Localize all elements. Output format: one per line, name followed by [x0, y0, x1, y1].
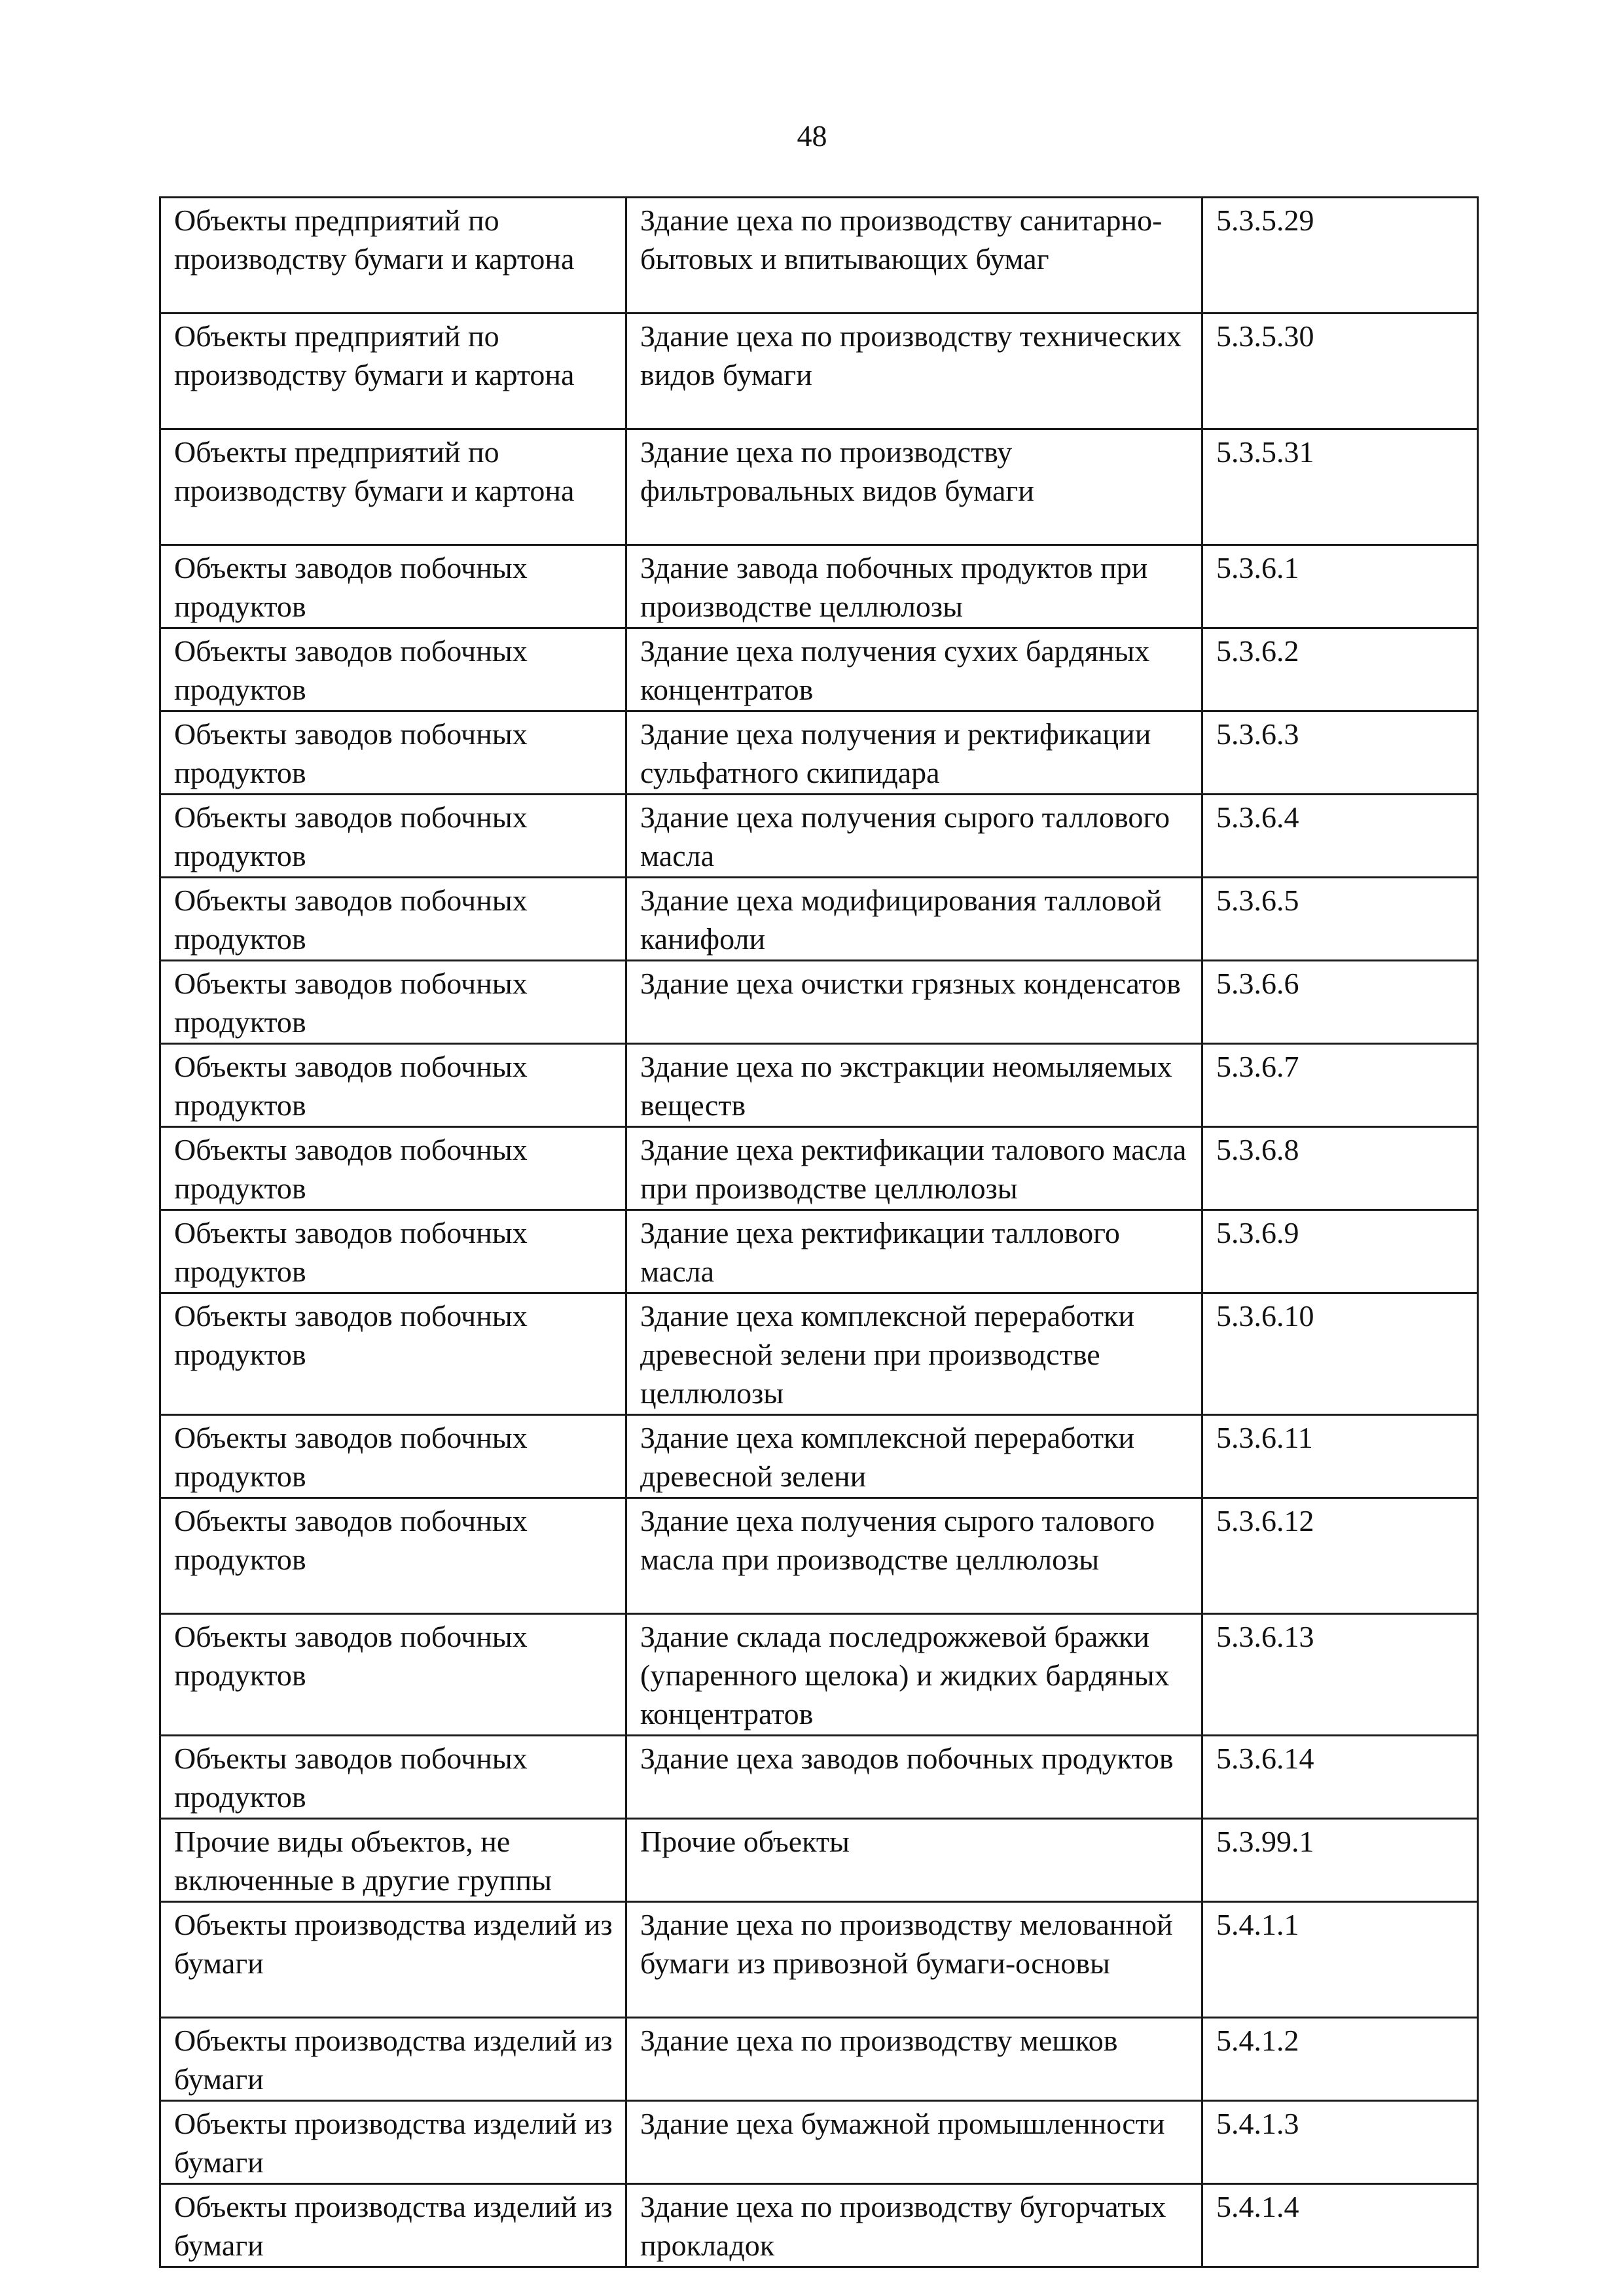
object-code-cell: 5.3.6.11: [1202, 1415, 1478, 1498]
object-code-cell: 5.3.5.31: [1202, 429, 1478, 545]
table-row: [160, 1210, 1478, 1293]
object-type-cell: Объекты заводов побочных продуктов: [160, 711, 626, 795]
object-name-cell: Здание цеха модифицирования талловой канифоли: [626, 878, 1202, 961]
object-classification-table: [159, 196, 1479, 2268]
object-code-cell: 5.3.5.29: [1202, 198, 1478, 314]
object-name-cell: Здание цеха получения сырого таллового масла: [626, 795, 1202, 878]
object-type-cell: Объекты заводов побочных продуктов: [160, 1614, 626, 1736]
object-name-cell: Здание цеха ректификации таллового масла: [626, 1210, 1202, 1293]
object-code-cell: 5.3.6.14: [1202, 1736, 1478, 1819]
table-row: [160, 1415, 1478, 1498]
object-type-cell: Объекты заводов побочных продуктов: [160, 1498, 626, 1614]
object-code-cell: 5.4.1.2: [1202, 2018, 1478, 2101]
object-name-cell: Здание цеха по экстракции неомыляемых веществ: [626, 1044, 1202, 1127]
object-type-cell: Объекты заводов побочных продуктов: [160, 1736, 626, 1819]
object-code-cell: 5.3.6.5: [1202, 878, 1478, 961]
table-row: [160, 1044, 1478, 1127]
object-type-cell: Объекты заводов побочных продуктов: [160, 1044, 626, 1127]
object-type-cell: Объекты заводов побочных продуктов: [160, 795, 626, 878]
object-type-cell: Объекты предприятий по производству бумаги и картона: [160, 198, 626, 314]
object-type-cell: Объекты предприятий по производству бумаги и картона: [160, 314, 626, 429]
table-row: [160, 1902, 1478, 2018]
object-name-cell: Прочие объекты: [626, 1819, 1202, 1902]
object-name-cell: Здание цеха по производству санитарно-бытовых и впитывающих бумаг: [626, 198, 1202, 314]
table-row: [160, 878, 1478, 961]
object-type-cell: Объекты производства изделий из бумаги: [160, 2184, 626, 2267]
object-code-cell: 5.3.6.8: [1202, 1127, 1478, 1210]
table-row: [160, 429, 1478, 545]
object-code-cell: 5.4.1.1: [1202, 1902, 1478, 2018]
object-name-cell: Здание цеха бумажной промышленности: [626, 2101, 1202, 2184]
table-row: [160, 1498, 1478, 1614]
object-code-cell: 5.3.6.12: [1202, 1498, 1478, 1614]
table-row: [160, 2184, 1478, 2267]
object-name-cell: Здание цеха комплексной переработки древесной зелени при производстве целлюлозы: [626, 1293, 1202, 1415]
object-code-cell: 5.3.6.13: [1202, 1614, 1478, 1736]
table-row: [160, 1819, 1478, 1902]
object-type-cell: Объекты заводов побочных продуктов: [160, 1210, 626, 1293]
object-code-cell: 5.4.1.4: [1202, 2184, 1478, 2267]
object-name-cell: Здание цеха по производству технических видов бумаги: [626, 314, 1202, 429]
table-body: [160, 198, 1478, 2267]
object-code-cell: 5.3.6.6: [1202, 961, 1478, 1044]
table-row: [160, 2101, 1478, 2184]
object-code-cell: 5.3.99.1: [1202, 1819, 1478, 1902]
object-code-cell: 5.3.6.10: [1202, 1293, 1478, 1415]
object-type-cell: Объекты предприятий по производству бумаги и картона: [160, 429, 626, 545]
object-code-cell: 5.4.1.3: [1202, 2101, 1478, 2184]
object-code-cell: 5.3.6.4: [1202, 795, 1478, 878]
table-row: [160, 961, 1478, 1044]
object-name-cell: Здание цеха по производству мешков: [626, 2018, 1202, 2101]
object-name-cell: Здание цеха по производству бугорчатых прокладок: [626, 2184, 1202, 2267]
object-name-cell: Здание цеха получения и ректификации сульфатного скипидара: [626, 711, 1202, 795]
object-type-cell: Объекты заводов побочных продуктов: [160, 961, 626, 1044]
object-name-cell: Здание склада последрожжевой бражки (упаренного щелока) и жидких бардяных концентратов: [626, 1614, 1202, 1736]
object-name-cell: Здание цеха по производству мелованной бумаги из привозной бумаги-основы: [626, 1902, 1202, 2018]
object-type-cell: Объекты заводов побочных продуктов: [160, 545, 626, 628]
object-name-cell: Здание цеха ректификации талового масла при производстве целлюлозы: [626, 1127, 1202, 1210]
table-row: [160, 314, 1478, 429]
object-code-cell: 5.3.6.9: [1202, 1210, 1478, 1293]
table-row: [160, 711, 1478, 795]
object-code-cell: 5.3.6.7: [1202, 1044, 1478, 1127]
object-type-cell: Объекты производства изделий из бумаги: [160, 2018, 626, 2101]
object-type-cell: Объекты заводов побочных продуктов: [160, 628, 626, 711]
table-row: [160, 1736, 1478, 1819]
object-type-cell: Прочие виды объектов, не включенные в другие группы: [160, 1819, 626, 1902]
table-row: [160, 198, 1478, 314]
table-row: [160, 545, 1478, 628]
object-code-cell: 5.3.6.3: [1202, 711, 1478, 795]
object-type-cell: Объекты заводов побочных продуктов: [160, 878, 626, 961]
object-name-cell: Здание цеха получения сухих бардяных концентратов: [626, 628, 1202, 711]
table-row: [160, 1614, 1478, 1736]
object-name-cell: Здание цеха комплексной переработки древесной зелени: [626, 1415, 1202, 1498]
object-name-cell: Здание цеха получения сырого талового масла при производстве целлюлозы: [626, 1498, 1202, 1614]
object-name-cell: Здание цеха заводов побочных продуктов: [626, 1736, 1202, 1819]
table-row: [160, 1293, 1478, 1415]
page-number: 48: [797, 119, 827, 152]
object-name-cell: Здание цеха по производству фильтровальных видов бумаги: [626, 429, 1202, 545]
object-type-cell: Объекты производства изделий из бумаги: [160, 1902, 626, 2018]
table-row: [160, 2018, 1478, 2101]
object-type-cell: Объекты заводов побочных продуктов: [160, 1127, 626, 1210]
table-row: [160, 1127, 1478, 1210]
object-type-cell: Объекты заводов побочных продуктов: [160, 1293, 626, 1415]
object-code-cell: 5.3.6.1: [1202, 545, 1478, 628]
table-row: [160, 628, 1478, 711]
object-type-cell: Объекты производства изделий из бумаги: [160, 2101, 626, 2184]
table-row: [160, 795, 1478, 878]
object-name-cell: Здание цеха очистки грязных конденсатов: [626, 961, 1202, 1044]
object-code-cell: 5.3.6.2: [1202, 628, 1478, 711]
object-code-cell: 5.3.5.30: [1202, 314, 1478, 429]
object-type-cell: Объекты заводов побочных продуктов: [160, 1415, 626, 1498]
object-name-cell: Здание завода побочных продуктов при производстве целлюлозы: [626, 545, 1202, 628]
